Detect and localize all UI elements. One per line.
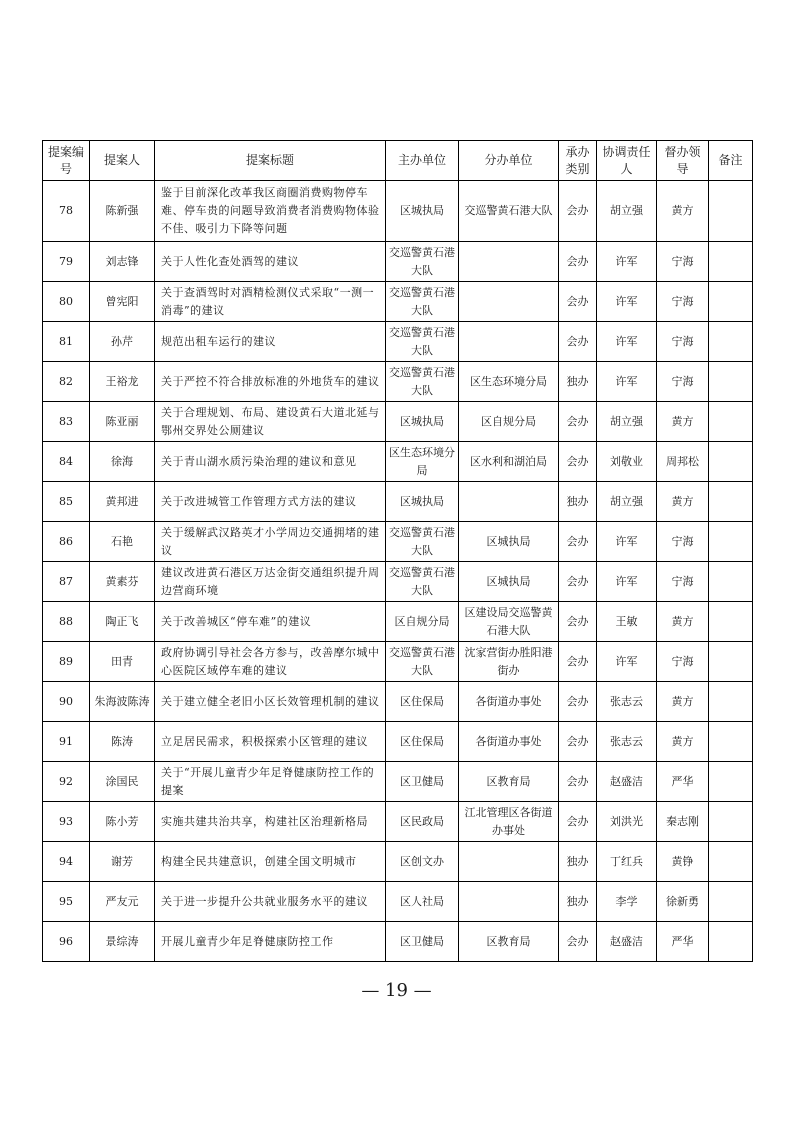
cell-coordinator: 赵盛洁: [597, 762, 657, 802]
cell-coordinator: 王敏: [597, 602, 657, 642]
cell-id: 90: [43, 682, 90, 722]
cell-supervisor: 宁海: [657, 322, 709, 362]
cell-lead-unit: 区城执局: [386, 402, 459, 442]
cell-coordinator: 许军: [597, 282, 657, 322]
cell-co-unit: 交巡警黄石港大队: [459, 181, 559, 242]
cell-supervisor: 黄方: [657, 602, 709, 642]
cell-type: 会办: [559, 762, 597, 802]
cell-type: 会办: [559, 402, 597, 442]
cell-remarks: [709, 282, 753, 322]
cell-type: 独办: [559, 482, 597, 522]
cell-remarks: [709, 682, 753, 722]
cell-remarks: [709, 562, 753, 602]
table-row: [43, 642, 753, 682]
cell-coordinator: 刘洪光: [597, 802, 657, 842]
table-row: [43, 682, 753, 722]
cell-co-unit: 区城执局: [459, 522, 559, 562]
cell-co-unit: 区生态环境分局: [459, 362, 559, 402]
cell-supervisor: 宁海: [657, 362, 709, 402]
table-row: [43, 442, 753, 482]
cell-supervisor: 严华: [657, 762, 709, 802]
cell-lead-unit: 区创文办: [386, 842, 459, 882]
cell-supervisor: 宁海: [657, 242, 709, 282]
cell-proposer: 徐海: [90, 442, 155, 482]
cell-id: 80: [43, 282, 90, 322]
cell-remarks: [709, 642, 753, 682]
cell-title: 关于改善城区“停车难”的建议: [155, 602, 386, 642]
cell-co-unit: [459, 482, 559, 522]
cell-id: 83: [43, 402, 90, 442]
cell-proposer: 曾宪阳: [90, 282, 155, 322]
header-co-unit: 分办单位: [459, 141, 559, 181]
cell-title: 政府协调引导社会各方参与，改善摩尔城中心医院区域停车难的建议: [155, 642, 386, 682]
cell-id: 95: [43, 882, 90, 922]
cell-title: 规范出租车运行的建议: [155, 322, 386, 362]
cell-title: 立足居民需求，积极探索小区管理的建议: [155, 722, 386, 762]
cell-type: 独办: [559, 842, 597, 882]
cell-title: 关于改进城管工作管理方式方法的建议: [155, 482, 386, 522]
cell-id: 88: [43, 602, 90, 642]
table-row: [43, 882, 753, 922]
cell-type: 独办: [559, 362, 597, 402]
cell-title: 关于合理规划、布局、建设黄石大道北延与鄂州交界处公厕建议: [155, 402, 386, 442]
cell-title: 实施共建共治共享，构建社区治理新格局: [155, 802, 386, 842]
cell-coordinator: 许军: [597, 242, 657, 282]
cell-proposer: 石艳: [90, 522, 155, 562]
cell-proposer: 陈小芳: [90, 802, 155, 842]
cell-coordinator: 张志云: [597, 682, 657, 722]
cell-coordinator: 胡立强: [597, 402, 657, 442]
cell-remarks: [709, 522, 753, 562]
cell-coordinator: 李学: [597, 882, 657, 922]
cell-type: 会办: [559, 922, 597, 962]
cell-coordinator: 丁红兵: [597, 842, 657, 882]
cell-id: 81: [43, 322, 90, 362]
cell-title: 关于缓解武汉路英才小学周边交通拥堵的建议: [155, 522, 386, 562]
cell-remarks: [709, 842, 753, 882]
cell-remarks: [709, 402, 753, 442]
cell-coordinator: 许军: [597, 322, 657, 362]
proposal-table: [42, 140, 753, 962]
cell-remarks: [709, 762, 753, 802]
cell-title: 建议改进黄石港区万达金街交通组织提升周边营商环境: [155, 562, 386, 602]
cell-type: 会办: [559, 282, 597, 322]
cell-proposer: 黄邦进: [90, 482, 155, 522]
cell-id: 82: [43, 362, 90, 402]
cell-coordinator: 刘敬业: [597, 442, 657, 482]
cell-proposer: 黄素芬: [90, 562, 155, 602]
cell-proposer: 陈涛: [90, 722, 155, 762]
cell-lead-unit: 交巡警黄石港大队: [386, 522, 459, 562]
cell-lead-unit: 交巡警黄石港大队: [386, 642, 459, 682]
cell-lead-unit: 区卫健局: [386, 762, 459, 802]
cell-co-unit: 江北管理区各街道办事处: [459, 802, 559, 842]
cell-proposer: 朱海波陈涛: [90, 682, 155, 722]
cell-type: 会办: [559, 322, 597, 362]
cell-proposer: 陶正飞: [90, 602, 155, 642]
cell-lead-unit: 区住保局: [386, 682, 459, 722]
table-row: [43, 762, 753, 802]
cell-type: 会办: [559, 562, 597, 602]
cell-lead-unit: 区城执局: [386, 181, 459, 242]
header-lead-unit: 主办单位: [386, 141, 459, 181]
cell-remarks: [709, 802, 753, 842]
cell-supervisor: 宁海: [657, 282, 709, 322]
cell-co-unit: 区教育局: [459, 762, 559, 802]
table-row: [43, 562, 753, 602]
cell-proposer: 刘志锋: [90, 242, 155, 282]
header-id: 提案编号: [43, 141, 90, 181]
header-supervisor: 督办领导: [657, 141, 709, 181]
cell-lead-unit: 交巡警黄石港大队: [386, 322, 459, 362]
cell-proposer: 谢芳: [90, 842, 155, 882]
cell-type: 会办: [559, 682, 597, 722]
cell-lead-unit: 交巡警黄石港大队: [386, 242, 459, 282]
table-row: [43, 482, 753, 522]
cell-title: 鉴于目前深化改革我区商圈消费购物停车难、停车贵的问题导致消费者消费购物体验不佳、吸引力下降等问题: [155, 181, 386, 242]
cell-id: 78: [43, 181, 90, 242]
cell-type: 会办: [559, 242, 597, 282]
cell-lead-unit: 交巡警黄石港大队: [386, 282, 459, 322]
cell-supervisor: 黄方: [657, 181, 709, 242]
header-proposer: 提案人: [90, 141, 155, 181]
cell-co-unit: 区教育局: [459, 922, 559, 962]
table-row: [43, 282, 753, 322]
cell-title: 关于建立健全老旧小区长效管理机制的建议: [155, 682, 386, 722]
cell-supervisor: 宁海: [657, 522, 709, 562]
cell-title: 关于查酒驾时对酒精检测仪式采取“一测一消毒”的建议: [155, 282, 386, 322]
cell-supervisor: 周邦松: [657, 442, 709, 482]
cell-supervisor: 黄方: [657, 482, 709, 522]
cell-type: 会办: [559, 642, 597, 682]
cell-coordinator: 赵盛洁: [597, 922, 657, 962]
cell-proposer: 田青: [90, 642, 155, 682]
cell-proposer: 孙芹: [90, 322, 155, 362]
cell-id: 84: [43, 442, 90, 482]
cell-proposer: 严友元: [90, 882, 155, 922]
header-remarks: 备注: [709, 141, 753, 181]
cell-type: 会办: [559, 722, 597, 762]
cell-id: 94: [43, 842, 90, 882]
cell-id: 86: [43, 522, 90, 562]
cell-lead-unit: 区城执局: [386, 482, 459, 522]
cell-remarks: [709, 181, 753, 242]
cell-title: 构建全民共建意识，创建全国文明城市: [155, 842, 386, 882]
cell-co-unit: [459, 842, 559, 882]
table-row: [43, 922, 753, 962]
cell-remarks: [709, 242, 753, 282]
table-row: [43, 322, 753, 362]
cell-co-unit: 区自规分局: [459, 402, 559, 442]
cell-coordinator: 许军: [597, 562, 657, 602]
cell-remarks: [709, 922, 753, 962]
cell-title: 关于人性化查处酒驾的建议: [155, 242, 386, 282]
table-header-row: [43, 141, 753, 181]
cell-lead-unit: 区民政局: [386, 802, 459, 842]
cell-remarks: [709, 442, 753, 482]
cell-id: 89: [43, 642, 90, 682]
table-row: [43, 362, 753, 402]
cell-lead-unit: 交巡警黄石港大队: [386, 562, 459, 602]
cell-supervisor: 严华: [657, 922, 709, 962]
table-row: [43, 402, 753, 442]
cell-type: 独办: [559, 882, 597, 922]
table-row: [43, 242, 753, 282]
cell-supervisor: 宁海: [657, 642, 709, 682]
cell-lead-unit: 区人社局: [386, 882, 459, 922]
cell-type: 会办: [559, 522, 597, 562]
cell-proposer: 景综涛: [90, 922, 155, 962]
cell-type: 会办: [559, 181, 597, 242]
table-row: [43, 802, 753, 842]
cell-co-unit: 区城执局: [459, 562, 559, 602]
cell-coordinator: 胡立强: [597, 482, 657, 522]
cell-supervisor: 黄方: [657, 402, 709, 442]
cell-coordinator: 许军: [597, 522, 657, 562]
cell-title: 关于“开展儿童青少年足脊健康防控工作的提案: [155, 762, 386, 802]
cell-id: 96: [43, 922, 90, 962]
cell-remarks: [709, 322, 753, 362]
cell-coordinator: 许军: [597, 642, 657, 682]
cell-type: 会办: [559, 442, 597, 482]
cell-id: 92: [43, 762, 90, 802]
cell-coordinator: 张志云: [597, 722, 657, 762]
cell-remarks: [709, 362, 753, 402]
header-coordinator: 协调责任人: [597, 141, 657, 181]
table-row: [43, 722, 753, 762]
cell-lead-unit: 交巡警黄石港大队: [386, 362, 459, 402]
cell-co-unit: [459, 282, 559, 322]
cell-supervisor: 宁海: [657, 562, 709, 602]
table-row: [43, 181, 753, 242]
cell-lead-unit: 区住保局: [386, 722, 459, 762]
table-row: [43, 842, 753, 882]
cell-proposer: 陈亚丽: [90, 402, 155, 442]
cell-lead-unit: 区自规分局: [386, 602, 459, 642]
cell-supervisor: 黄方: [657, 682, 709, 722]
cell-type: 会办: [559, 802, 597, 842]
cell-title: 关于青山湖水质污染治理的建议和意见: [155, 442, 386, 482]
header-title: 提案标题: [155, 141, 386, 181]
cell-supervisor: 黄铮: [657, 842, 709, 882]
cell-id: 93: [43, 802, 90, 842]
cell-title: 开展儿童青少年足脊健康防控工作: [155, 922, 386, 962]
header-type: 承办类别: [559, 141, 597, 181]
cell-remarks: [709, 602, 753, 642]
cell-id: 79: [43, 242, 90, 282]
cell-lead-unit: 区卫健局: [386, 922, 459, 962]
cell-co-unit: 沈家营街办胜阳港街办: [459, 642, 559, 682]
cell-remarks: [709, 722, 753, 762]
cell-coordinator: 胡立强: [597, 181, 657, 242]
table-row: [43, 522, 753, 562]
cell-coordinator: 许军: [597, 362, 657, 402]
cell-remarks: [709, 482, 753, 522]
cell-proposer: 陈新强: [90, 181, 155, 242]
cell-id: 85: [43, 482, 90, 522]
cell-co-unit: 各街道办事处: [459, 682, 559, 722]
cell-id: 91: [43, 722, 90, 762]
cell-title: 关于进一步提升公共就业服务水平的建议: [155, 882, 386, 922]
cell-co-unit: [459, 882, 559, 922]
cell-co-unit: 区建设局交巡警黄石港大队: [459, 602, 559, 642]
cell-supervisor: 黄方: [657, 722, 709, 762]
cell-proposer: 王裕龙: [90, 362, 155, 402]
cell-supervisor: 秦志刚: [657, 802, 709, 842]
page-number: — 19 —: [361, 980, 432, 1001]
cell-co-unit: [459, 242, 559, 282]
cell-title: 关于严控不符合排放标准的外地货车的建议: [155, 362, 386, 402]
table-row: [43, 602, 753, 642]
cell-co-unit: [459, 322, 559, 362]
cell-proposer: 涂国民: [90, 762, 155, 802]
cell-supervisor: 徐新勇: [657, 882, 709, 922]
cell-remarks: [709, 882, 753, 922]
cell-lead-unit: 区生态环境分局: [386, 442, 459, 482]
cell-co-unit: 各街道办事处: [459, 722, 559, 762]
cell-co-unit: 区水利和湖泊局: [459, 442, 559, 482]
cell-type: 会办: [559, 602, 597, 642]
cell-id: 87: [43, 562, 90, 602]
